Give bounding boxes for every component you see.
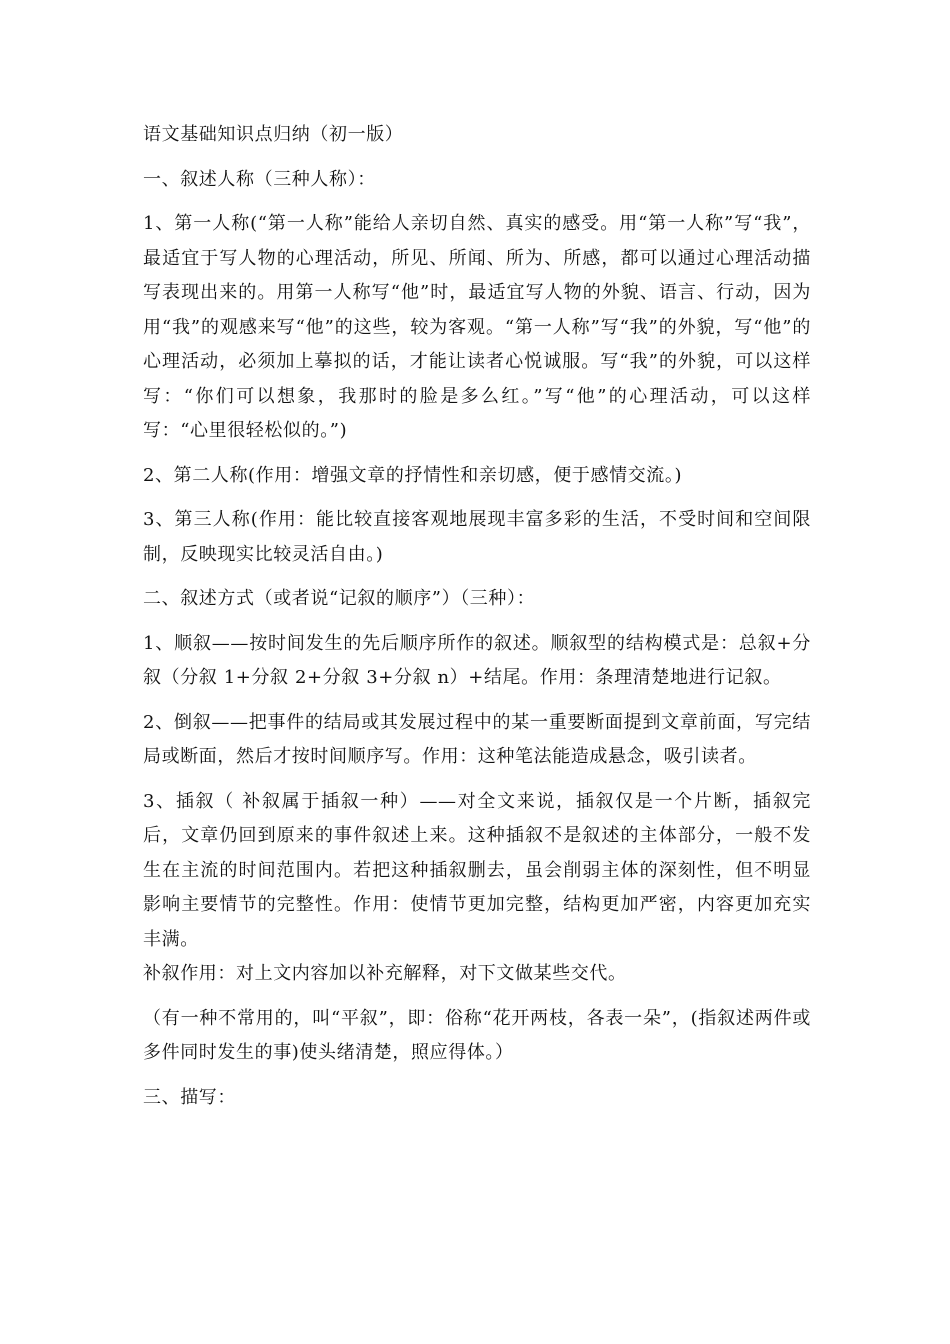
document-title: 语文基础知识点归纳（初一版） (143, 124, 404, 145)
section-heading-narrative-person: 一、叙述人称（三种人称）： (143, 168, 376, 190)
section-heading-description: 三、描写： (143, 1086, 236, 1108)
paragraph-second-person: 2、第二人称(作用：增强文章的抒情性和亲切感，便于感情交流。) (143, 464, 683, 486)
document-body (143, 118, 811, 1125)
section-heading-narrative-order: 二、叙述方式（或者说“记叙的顺序”）（三种）： (143, 588, 536, 609)
paragraph-parallel-narration: （有一种不常用的，叫“平叙”，即：俗称“花开两枝，各表一朵”，(指叙述两件或多件同时发生的事)使头绪清楚，照应得体。） (143, 1007, 811, 1063)
paragraph-third-person: 3、第三人称(作用：能比较直接客观地展现丰富多彩的生活，不受时间和空间限制，反映现实比较灵活自由。) (143, 509, 811, 565)
paragraph-interpolation: 3、插叙（ 补叙属于插叙一种）——对全文来说，插叙仅是一个片断，插叙完后，文章仍回到原来的事件叙述上来。这种插叙不是叙述的主体部分，一般不发生在主流的时间范围内。若把这种插叙删去，虽会削弱主体的深刻性，但不明显影响主要情节的完整性。作用：使情节更加完整，结构更加严密，内容更加充实丰满。 (143, 790, 811, 950)
paragraph-chronological: 1、顺叙——按时间发生的先后顺序所作的叙述。顺叙型的结构模式是：总叙+分叙（分叙 1+分叙 2+分叙 3+分叙 n）+结尾。作用：条理清楚地进行记叙。 (143, 632, 811, 688)
paragraph-flashback: 2、倒叙——把事件的结局或其发展过程中的某一重要断面提到文章前面，写完结局或断面，然后才按时间顺序写。作用：这种笔法能造成悬念，吸引读者。 (143, 711, 811, 767)
paragraph-first-person: 1、第一人称(“第一人称”能给人亲切自然、真实的感受。用“第一人称”写“我”，最适宜于写人物的心理活动，所见、所闻、所为、所感，都可以通过心理活动描写表现出来的。用第一人称写“他”时，最适宜写人物的外貌、语言、行动，因为用“我”的观感来写“他”的这些，较为客观。“第一人称”写“我”的外貌，写“他”的心理活动，必须加上摹拟的话，才能让读者心悦诚服。写“我”的外貌，可以这样写：“你们可以想象，我那时的脸是多么红。”写“他”的心理活动，可以这样写：“心里很轻松似的。”) (143, 213, 811, 441)
paragraph-supplementary: 补叙作用：对上文内容加以补充解释，对下文做某些交代。 (143, 963, 627, 984)
